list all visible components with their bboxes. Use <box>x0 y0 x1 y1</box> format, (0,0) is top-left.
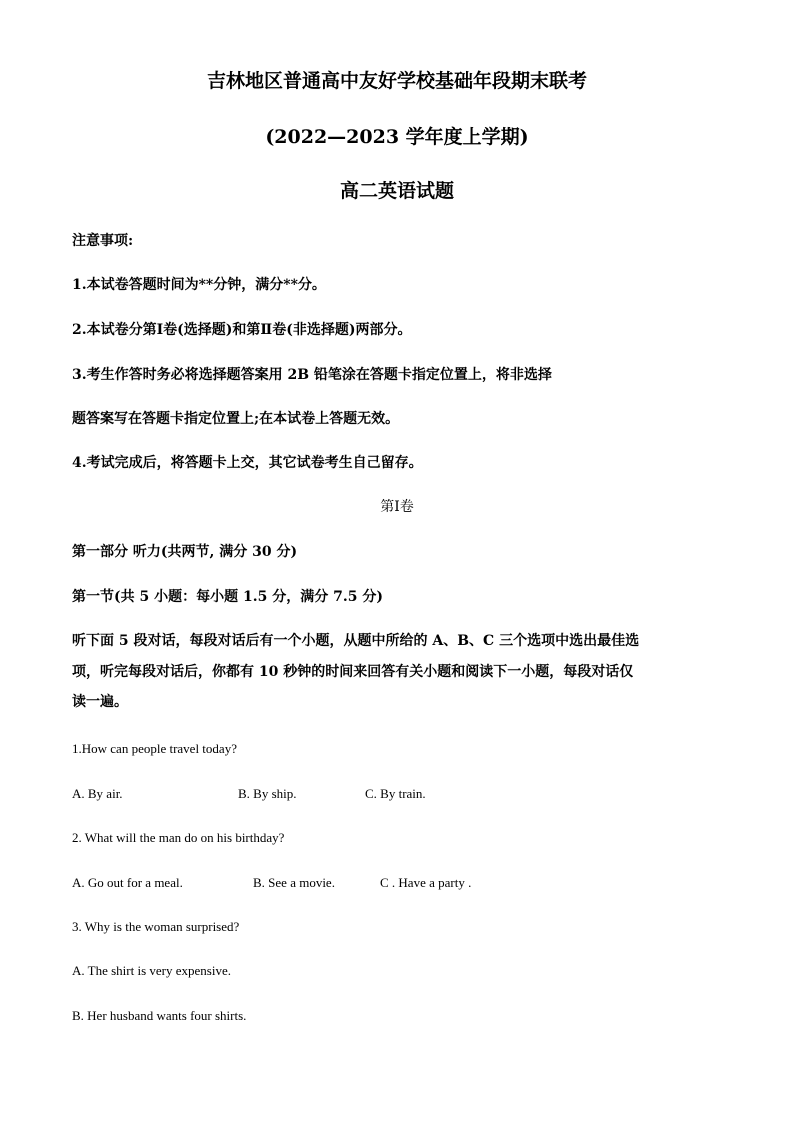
instruction-line-3: 读一遍。 <box>72 694 128 710</box>
question-3: 3. Why is the woman surprised? <box>72 919 240 934</box>
note-2: 2.本试卷分第Ⅰ卷(选择题)和第Ⅱ卷(非选择题)两部分。 <box>72 322 412 338</box>
notes-heading: 注意事项: <box>72 233 134 249</box>
volume-heading: 第Ⅰ卷 <box>380 499 414 515</box>
question-1-option-c: C. By train. <box>365 786 426 801</box>
note-1: 1.本试卷答题时间为**分钟，满分**分。 <box>72 277 326 293</box>
question-1-option-a: A. By air. <box>72 786 123 801</box>
exam-title: 吉林地区普通高中友好学校基础年段期末联考 <box>206 70 587 92</box>
instruction-line-2: 项，听完每段对话后，你都有 10 秒钟的时间来回答有关小题和阅读下一小题，每段对话仅 <box>72 664 634 680</box>
question-2: 2. What will the man do on his birthday? <box>72 830 285 845</box>
question-2-option-a: A. Go out for a meal. <box>72 875 183 890</box>
note-3-line-2: 题答案写在答题卡指定位置上;在本试卷上答题无效。 <box>72 411 400 427</box>
question-3-option-a: A. The shirt is very expensive. <box>72 963 231 978</box>
question-1: 1.How can people travel today? <box>72 741 237 756</box>
question-3-option-b: B. Her husband wants four shirts. <box>72 1008 247 1023</box>
question-2-option-b: B. See a movie. <box>253 875 335 890</box>
section-heading: 第一节(共 5 小题：每小题 1.5 分，满分 7.5 分) <box>72 589 383 605</box>
part-heading: 第一部分 听力(共两节, 满分 30 分) <box>72 544 298 560</box>
question-1-option-b: B. By ship. <box>238 786 297 801</box>
exam-subject: 高二英语试题 <box>339 180 454 202</box>
note-4: 4.考试完成后，将答题卡上交，其它试卷考生自己留存。 <box>72 455 423 471</box>
instruction-line-1: 听下面 5 段对话，每段对话后有一个小题，从题中所给的 A、B、C 三个选项中选出最佳选 <box>72 633 640 649</box>
exam-term: (2022—2023 学年度上学期) <box>265 126 529 148</box>
question-2-option-c: C . Have a party . <box>380 875 472 890</box>
note-3-line-1: 3.考生作答时务必将选择题答案用 2B 铅笔涂在答题卡指定位置上，将非选择 <box>72 367 552 383</box>
